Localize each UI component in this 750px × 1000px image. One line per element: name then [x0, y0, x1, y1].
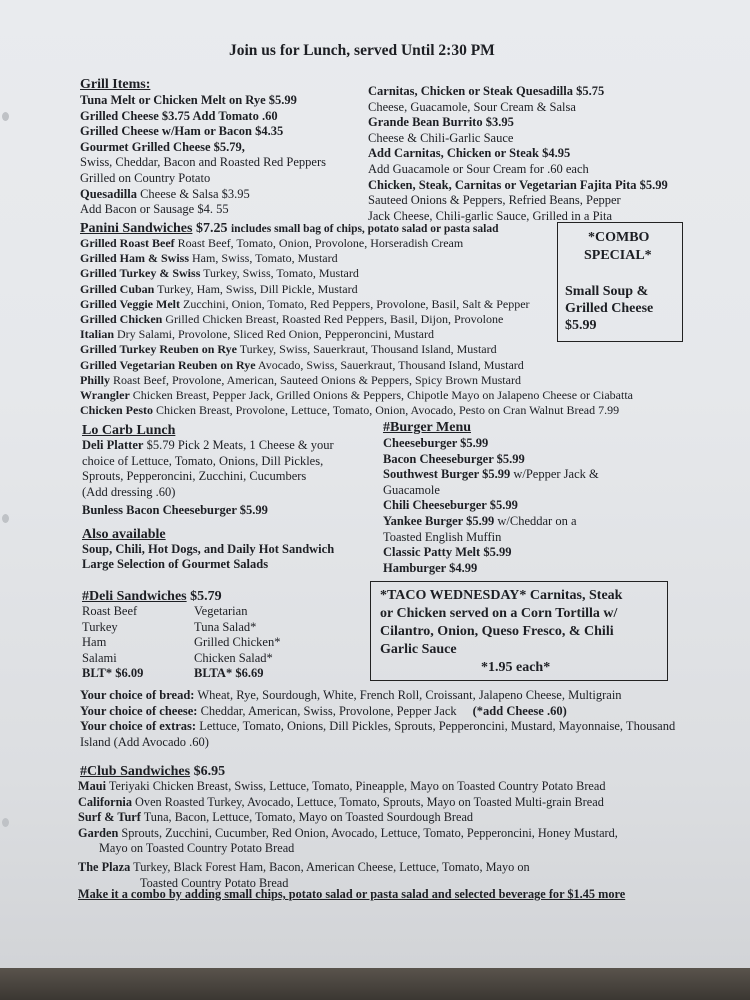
burger-line: Bacon Cheeseburger $5.99 — [383, 451, 525, 466]
grill-line: Grilled Cheese w/Ham or Bacon $4.35 — [80, 124, 284, 139]
choices-block — [80, 688, 675, 750]
deli-item: Grilled Chicken* — [194, 635, 281, 650]
combo-title-2: SPECIAL* — [584, 248, 652, 263]
grill-left-list — [80, 93, 326, 218]
burger-line: Toasted English Muffin — [383, 529, 502, 544]
grill-right-line: Add Guacamole or Sour Cream for .60 each — [368, 161, 589, 176]
deli-item: Vegetarian — [194, 604, 248, 618]
club-line: Mayo on Toasted Country Potato Bread — [99, 841, 295, 856]
combo-offer-line: Make it a combo by adding small chips, potato salad or pasta salad and selected beverage for $1.45 more — [78, 887, 626, 901]
grill-line: Add Bacon or Sausage $4. 55 — [80, 202, 229, 217]
taco-line-4: Garlic Sauce — [380, 642, 457, 657]
burger-line: Hamburger $4.99 — [383, 560, 478, 575]
club-heading: #Club Sandwiches — [80, 764, 191, 779]
panini-item: Grilled Turkey Reuben on Rye Turkey, Swiss, Sauerkraut, Thousand Island, Mustard — [80, 342, 497, 357]
taco-wednesday-box — [370, 581, 668, 681]
combo-line-3: Small Soup & — [565, 284, 649, 299]
also-line-1: Soup, Chili, Hot Dogs, and Daily Hot Sandwich — [82, 542, 335, 556]
grill-line: Grilled Cheese $3.75 Add Tomato .60 — [80, 108, 278, 123]
deli-item: BLTA* $6.69 — [194, 666, 264, 681]
deli-item: Salami — [82, 650, 117, 665]
menu-title: Join us for Lunch, served Until 2:30 PM — [229, 42, 495, 59]
club-heading-row — [80, 764, 225, 780]
cheese-choice: Your choice of cheese: Cheddar, American, Swiss, Provolone, Pepper Jack (*add Cheese .60) — [80, 703, 567, 718]
burger-line: Classic Patty Melt $5.99 — [383, 545, 512, 560]
panini-price: $7.25 — [195, 221, 228, 236]
panini-heading: Panini Sandwiches — [80, 221, 193, 236]
combo-title-1: *COMBO — [588, 230, 650, 245]
grill-line: Quesadilla Cheese & Salsa $3.95 — [80, 186, 250, 201]
panini-note: includes small bag of chips, potato salad or pasta salad — [230, 223, 499, 235]
panini-item: Philly Roast Beef, Provolone, American, Sauteed Onions & Peppers, Spicy Brown Mustard — [80, 372, 521, 387]
grill-right-line: Carnitas, Chicken or Steak Quesadilla $5.75 — [368, 84, 605, 98]
panini-item: Italian Dry Salami, Provolone, Sliced Red Onion, Pepperoncini, Mustard — [80, 327, 434, 342]
club-line: Maui Teriyaki Chicken Breast, Swiss, Lettuce, Tomato, Pineapple, Mayo on Toasted Country Potato Bread — [78, 779, 606, 793]
burger-line: Guacamole — [383, 482, 440, 497]
taco-line-3: Cilantro, Onion, Queso Fresco, & Chili — [380, 624, 614, 639]
grill-right-line: Jack Cheese, Chili-garlic Sauce, Grilled in a Pita — [368, 208, 613, 223]
panini-item: Grilled Turkey & Swiss Turkey, Swiss, Tomato, Mustard — [80, 266, 359, 281]
locarb-list — [82, 438, 334, 519]
panini-list — [80, 236, 633, 418]
grill-heading: Grill Items: — [80, 77, 151, 92]
burger-line: Southwest Burger $5.99 w/Pepper Jack & — [383, 467, 599, 482]
hole-punch-mark — [2, 818, 9, 827]
deli-heading-row — [82, 589, 222, 605]
deli-item: Roast Beef — [82, 604, 138, 618]
panini-item: Wrangler Chicken Breast, Pepper Jack, Grilled Onions & Peppers, Chipotle Mayo on Jalapeno Cheese or Ciabatta — [80, 388, 634, 403]
combo-line-4: Grilled Cheese — [565, 301, 654, 316]
hole-punch-mark — [2, 112, 9, 121]
grill-line: Grilled on Country Potato — [80, 170, 211, 185]
also-line-2: Large Selection of Gourmet Salads — [82, 557, 269, 571]
panini-item: Grilled Roast Beef Roast Beef, Tomato, Onion, Provolone, Horseradish Cream — [80, 236, 464, 250]
panini-item: Grilled Vegetarian Reuben on Rye Avocado, Swiss, Sauerkraut, Thousand Island, Mustard — [80, 357, 524, 372]
club-line: The Plaza Turkey, Black Forest Ham, Bacon, American Cheese, Lettuce, Tomato, Mayo on — [78, 859, 530, 874]
also-heading: Also available — [82, 527, 166, 542]
panini-item: Grilled Veggie Melt Zucchini, Onion, Tomato, Red Peppers, Provolone, Basil, Salt & Pepper — [80, 296, 530, 311]
club-line: California Oven Roasted Turkey, Avocado, Lettuce, Tomato, Sprouts, Mayo on Toasted Multi-grain Bread — [78, 794, 604, 809]
deli-price: $5.79 — [190, 589, 222, 604]
club-line: Surf & Turf Tuna, Bacon, Lettuce, Tomato, Mayo on Toasted Sourdough Bread — [78, 810, 474, 825]
panini-heading-row — [80, 221, 498, 237]
deli-item: BLT* $6.09 — [82, 666, 144, 681]
burger-line: Cheeseburger $5.99 — [383, 436, 489, 450]
club-list — [78, 779, 618, 891]
deli-item: Ham — [82, 635, 107, 650]
taco-line-1: *TACO WEDNESDAY* Carnitas, Steak — [380, 588, 623, 603]
burger-list — [383, 436, 599, 576]
burger-line: Yankee Burger $5.99 w/Cheddar on a — [383, 513, 577, 528]
deli-left-list — [82, 604, 143, 682]
panini-item: Grilled Chicken Grilled Chicken Breast, Roasted Red Peppers, Basil, Dijon, Provolone — [80, 312, 504, 327]
club-line: Garden Sprouts, Zucchini, Cucumber, Red Onion, Avocado, Lettuce, Tomato, Pepperoncini, Honey Mustard, — [78, 825, 618, 840]
grill-right-list — [368, 84, 668, 224]
deli-item: Chicken Salad* — [194, 650, 273, 665]
grill-line: Tuna Melt or Chicken Melt on Rye $5.99 — [80, 93, 297, 107]
locarb-line: choice of Lettuce, Tomato, Onions, Dill Pickles, — [82, 453, 324, 468]
table-surface — [0, 968, 750, 1000]
grill-line: Gourmet Grilled Cheese $5.79, — [80, 139, 245, 154]
locarb-heading: Lo Carb Lunch — [82, 423, 176, 438]
burger-line: Chili Cheeseburger $5.99 — [383, 498, 518, 513]
grill-right-line: Cheese, Guacamole, Sour Cream & Salsa — [368, 99, 576, 114]
combo-price: $5.99 — [565, 318, 597, 333]
extras-choice: Your choice of extras: Lettuce, Tomato, Onions, Dill Pickles, Sprouts, Pepperoncini, Mustard, Mayonnaise, Thousand — [80, 719, 676, 734]
deli-item: Turkey — [82, 619, 118, 634]
taco-line-2: or Chicken served on a Corn Tortilla w/ — [380, 606, 618, 621]
deli-item: Tuna Salad* — [194, 619, 257, 634]
bread-choice: Your choice of bread: Wheat, Rye, Sourdough, White, French Roll, Croissant, Jalapeno Cheese, Multigrain — [80, 688, 622, 702]
club-price: $6.95 — [193, 764, 226, 779]
club-line: Toasted Country Potato Bread — [140, 875, 289, 890]
locarb-line: (Add dressing .60) — [82, 484, 176, 499]
extras-choice-cont: Island (Add Avocado .60) — [80, 734, 209, 749]
deli-right-list — [194, 604, 280, 682]
locarb-line: Bunless Bacon Cheeseburger $5.99 — [82, 503, 268, 518]
grill-right-line: Cheese & Chili-Garlic Sauce — [368, 130, 514, 145]
grill-right-line: Add Carnitas, Chicken or Steak $4.95 — [368, 146, 571, 161]
burger-heading: #Burger Menu — [383, 420, 472, 435]
grill-right-line: Chicken, Steak, Carnitas or Vegetarian Fajita Pita $5.99 — [368, 177, 668, 192]
deli-heading: #Deli Sandwiches — [82, 589, 187, 604]
panini-item: Grilled Cuban Turkey, Ham, Swiss, Dill Pickle, Mustard — [80, 281, 358, 296]
grill-line: Swiss, Cheddar, Bacon and Roasted Red Peppers — [80, 155, 326, 170]
locarb-line: Sprouts, Pepperoncini, Zucchini, Cucumbers — [82, 469, 307, 484]
grill-right-line: Sauteed Onions & Peppers, Refried Beans, Pepper — [368, 193, 621, 208]
taco-price: *1.95 each* — [481, 660, 551, 675]
grill-right-line: Grande Bean Burrito $3.95 — [368, 115, 514, 130]
locarb-line: Deli Platter $5.79 Pick 2 Meats, 1 Cheese & your — [82, 438, 334, 452]
panini-item: Grilled Ham & Swiss Ham, Swiss, Tomato, Mustard — [80, 251, 338, 266]
panini-item: Chicken Pesto Chicken Breast, Provolone, Lettuce, Tomato, Onion, Avocado, Pesto on Cran Walnut Bread 7.99 — [80, 403, 620, 418]
combo-special-box — [557, 222, 683, 342]
hole-punch-mark — [2, 514, 9, 523]
